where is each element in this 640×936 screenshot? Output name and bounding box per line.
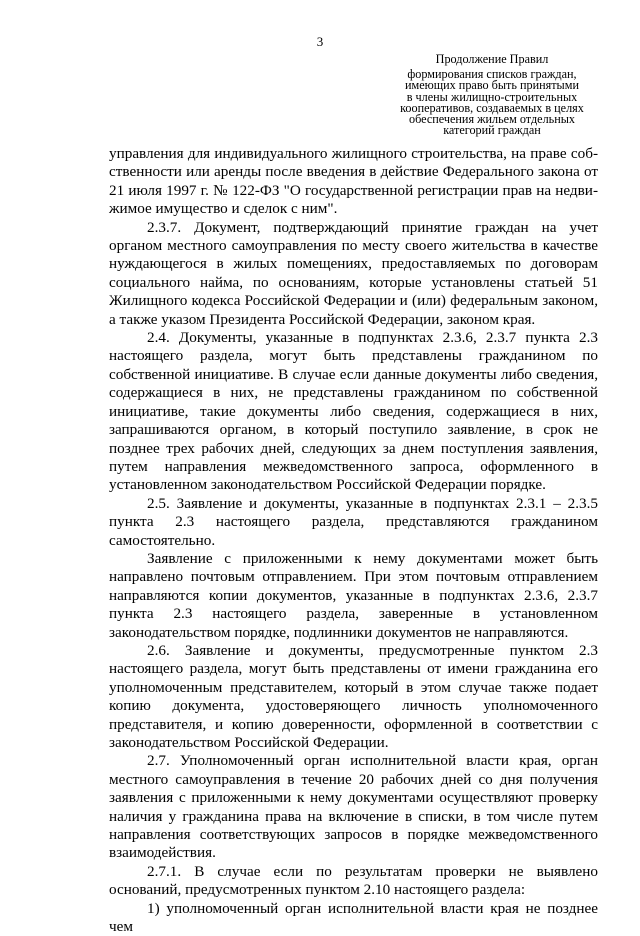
header-line: обеспечения жильем отдельных bbox=[408, 112, 576, 127]
header-line: кооперативов, создаваемых в целях bbox=[400, 100, 584, 115]
header-line: в члены жилищно-строительных bbox=[406, 89, 578, 104]
paragraph-continuation: управления для индивидуального жилищного строительства, на праве собственности или аренды после введения в действие Федерального закона от 21 июля 1997 г. № 122-ФЗ "О государственной регистрации прав на недвижимое имущество и сделок с ним". bbox=[109, 145, 598, 218]
paragraph-2-5: 2.5. Заявление и документы, указанные в подпунктах 2.3.1 – 2.3.5 пункта 2.3 настоящего раздела, представляются гражданином самостоятельно. bbox=[109, 494, 598, 549]
paragraph-2-3-7: 2.3.7. Документ, подтверждающий принятие граждан на учет органом местного самоуправления по месту своего жительства в качестве нуждающегося в жилых помещениях, предоставляемых по договорам социального найма, по основаниям, которые установлены статьей 51 Жилищного кодекса Российской Федерации и (или) федеральным законом, а также указом Президента Российской Федерации, законом края. bbox=[109, 218, 598, 328]
paragraph-2-7-1: 2.7.1. В случае если по результатам проверки не выявлено оснований, предусмотренных пунктом 2.10 настоящего раздела: bbox=[109, 862, 598, 899]
continuation-header bbox=[382, 52, 602, 137]
paragraph-2-4: 2.4. Документы, указанные в подпунктах 2.3.6, 2.3.7 пункта 2.3 настоящего раздела, могут быть представлены гражданином по собственной инициативе. В случае если данные документы либо сведения, содержащиеся в них, не представлены гражданином по собственной инициативе, такие документы либо сведения, содержащиеся в них, запрашиваются органом, в который поступило заявление, в срок не позднее трех рабочих дней, следующих за днем поступления заявления, путем направления межведомственного запроса, оформленного в установленном законодательством Российской Федерации порядке. bbox=[109, 329, 598, 494]
document-body bbox=[109, 145, 598, 936]
header-line: имеющих право быть принятыми bbox=[405, 78, 579, 93]
paragraph-2-5-mail: Заявление с приложенными к нему документами может быть направлено почтовым отправлением. При этом почтовым отправлением направляются копии документов, указанные в подпунктах 2.3.6, 2.3.7 пункта 2.3 настоящего раздела, заверенные в установленном законодательством порядке, подлинники документов не направляются. bbox=[109, 549, 598, 641]
header-line: формирования списков граждан, bbox=[407, 67, 577, 81]
header-line: категорий граждан bbox=[443, 123, 541, 138]
paragraph-2-7: 2.7. Уполномоченный орган исполнительной власти края, орган местного самоуправления в течение 20 рабочих дней со дня получения заявления с приложенными к нему документами осуществляют проверку наличия у гражданина права на включение в списки, в том числе путем направления соответствующих запросов в порядке межведомственного взаимодействия. bbox=[109, 752, 598, 862]
header-title: Продолжение Правил bbox=[435, 52, 549, 66]
page-number: 3 bbox=[316, 34, 324, 49]
paragraph-2-6: 2.6. Заявление и документы, предусмотренные пунктом 2.3 настоящего раздела, могут быть представлены от имени гражданина его уполномоченным представителем, который в этом случае также подает копию документа, удостоверяющего личность уполномоченного представителя, и копию доверенности, оформленной в соответствии с законодательством Российской Федерации. bbox=[109, 641, 598, 751]
paragraph-item-1: 1) уполномоченный орган исполнительной власти края не позднее чем bbox=[109, 899, 598, 936]
